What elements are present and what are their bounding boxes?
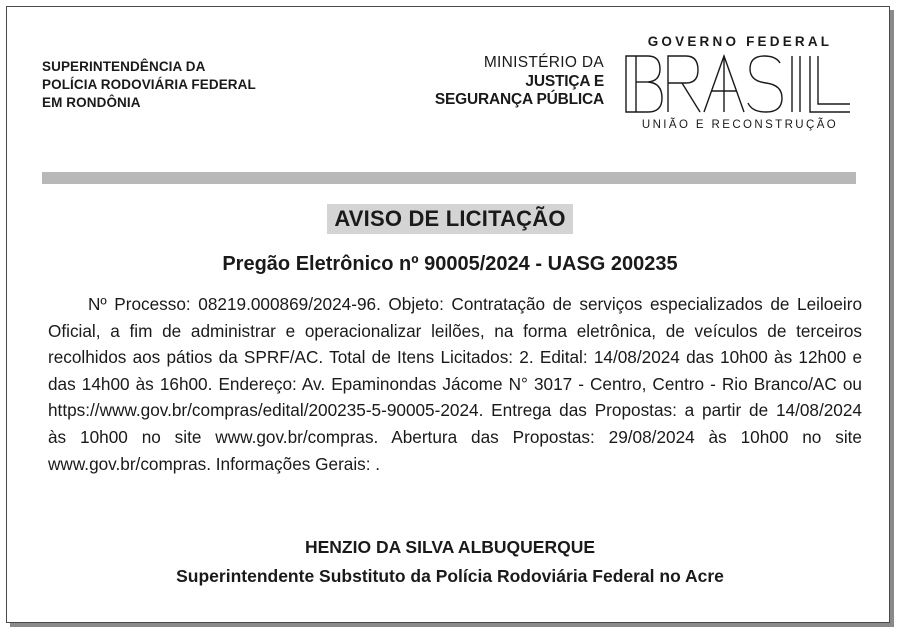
government-logo <box>620 34 856 131</box>
ministry-line-2: JUSTIÇA E <box>525 72 604 90</box>
title-row <box>0 204 900 234</box>
agency-line-1: SUPERINTENDÊNCIA DA <box>42 59 206 74</box>
government-logo-bottom-text: UNIÃO E RECONSTRUÇÃO <box>641 119 839 131</box>
notice-title: AVISO DE LICITAÇÃO <box>327 204 572 234</box>
notice-subtitle: Pregão Eletrônico nº 90005/2024 - UASG 200235 <box>222 253 678 275</box>
signer-role: Superintendente Substituto da Polícia Rodoviária Federal no Acre <box>176 566 724 586</box>
agency-name <box>42 58 256 112</box>
notice-body: Nº Processo: 08219.000869/2024-96. Objeto: Contratação de serviços especializados de Leiloeiro Oficial, a fim de administrar e operacionalizar leilões, na forma eletrônica, de veículos de terceiros recolhidos aos pátios da SPRF/AC. Total de Itens Licitados: 2. Edital: 14/08/2024 das 10h00 às 12h00 e das 14h00 às 16h00. Endereço: Av. Epaminondas Jácome N° 3017 - Centro, Centro - Rio Branco/AC ou https://www.gov.br/compras/edital/200235-5-90005-2024. Entrega das Propostas: a partir de 14/08/2024 às 10h00 no site www.gov.br/compras. Abertura das Propostas: 29/08/2024 às 10h00 no site www.gov.br/compras. Informações Gerais: . <box>48 294 862 474</box>
signer-name: HENZIO DA SILVA ALBUQUERQUE <box>304 537 596 557</box>
brasil-wordmark-icon <box>620 53 856 115</box>
government-logo-top-text: GOVERNO FEDERAL <box>647 34 833 49</box>
ministry-line-3: SEGURANÇA PÚBLICA <box>434 91 604 108</box>
ministry-line-1: MINISTÉRIO DA <box>483 54 604 71</box>
header-divider <box>42 172 856 184</box>
agency-line-2: POLÍCIA RODOVIÁRIA FEDERAL <box>42 77 256 92</box>
ministry-name <box>435 54 604 110</box>
agency-line-3: EM RONDÔNIA <box>42 95 141 110</box>
